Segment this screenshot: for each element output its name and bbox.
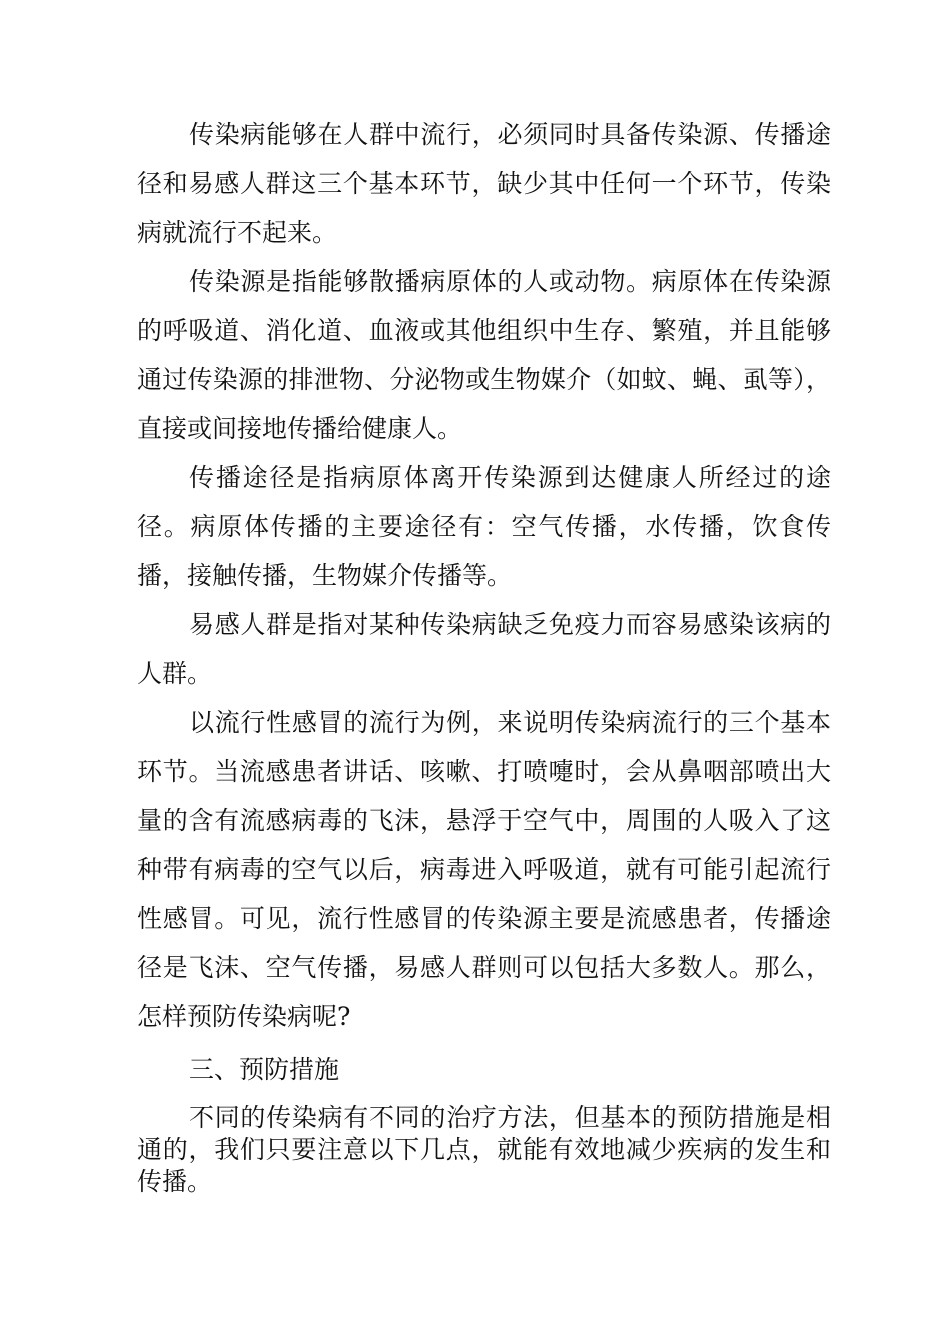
paragraph-susceptible-population: 易感人群是指对某种传染病缺乏免疫力而容易感染该病的人群。 <box>137 610 831 688</box>
paragraph-influenza-example: 以流行性感冒的流行为例，来说明传染病流行的三个基本环节。当流感患者讲话、咳嗽、打喷嚏时，会从鼻咽部喷出大量的含有流感病毒的飞沫，悬浮于空气中，周围的人吸入了这种带有病毒的空气以后，病毒进入呼吸道，就有可能引起流行性感冒。可见，流行性感冒的传染源主要是流感患者，传播途径是飞沫、空气传播，易感人群则可以包括大多数人。那么，怎样预防传染病呢? <box>137 708 831 1031</box>
paragraph-transmission-conditions: 传染病能够在人群中流行，必须同时具备传染源、传播途径和易感人群这三个基本环节，缺少其中任何一个环节，传染病就流行不起来。 <box>137 120 831 247</box>
paragraph-transmission-route: 传播途径是指病原体离开传染源到达健康人所经过的途径。病原体传播的主要途径有：空气传播，水传播，饮食传播，接触传播，生物媒介传播等。 <box>137 463 831 590</box>
paragraph-prevention-intro: 不同的传染病有不同的治疗方法，但基本的预防措施是相通的，我们只要注意以下几点，就能有效地减少疾病的发生和传播。 <box>137 1103 831 1196</box>
document-body <box>137 110 831 1198</box>
section-heading-prevention: 三、预防措施 <box>189 1055 340 1084</box>
paragraph-source-of-infection: 传染源是指能够散播病原体的人或动物。病原体在传染源的呼吸道、消化道、血液或其他组织中生存、繁殖，并且能够通过传染源的排泄物、分泌物或生物媒介（如蚊、蝇、虱等），直接或间接地传播给健康人。 <box>137 267 831 443</box>
